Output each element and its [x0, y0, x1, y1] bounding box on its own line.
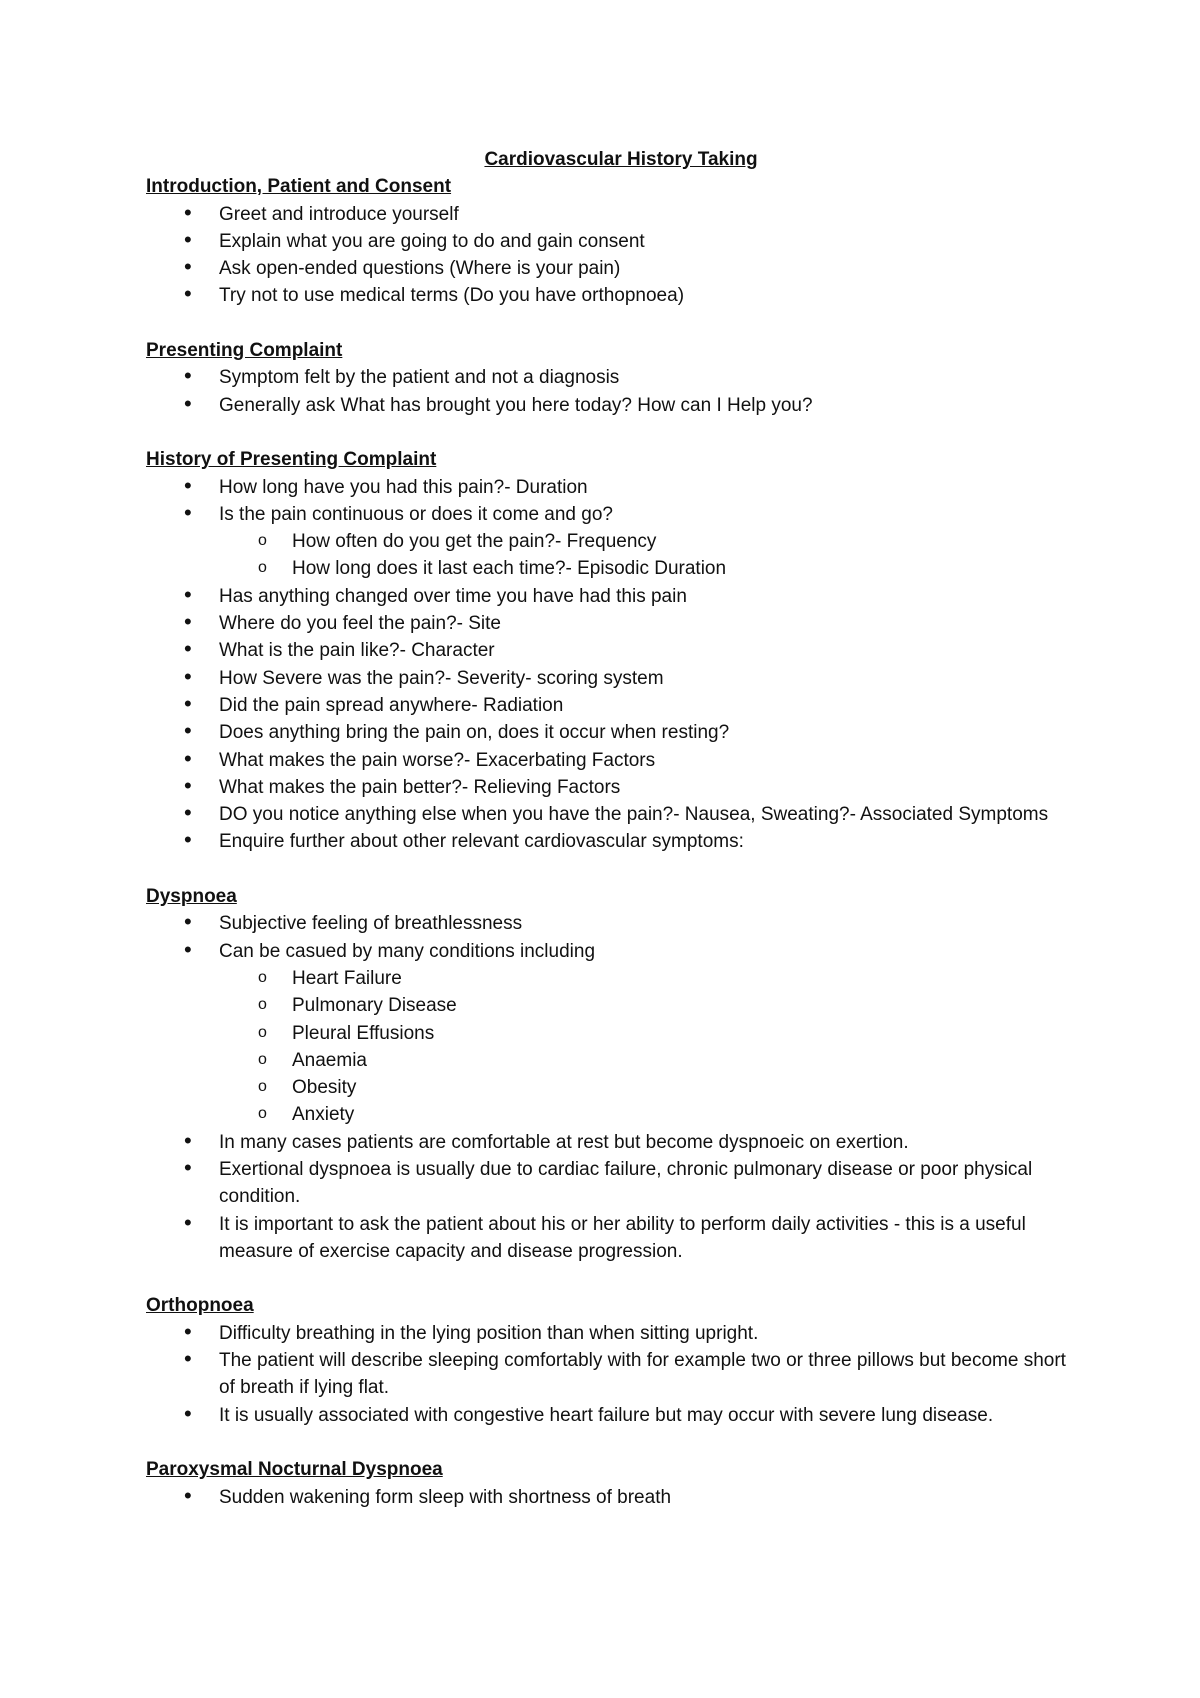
- bullet-item: • Did the pain spread anywhere- Radiation: [146, 692, 1066, 719]
- bullet-list: [146, 910, 1066, 1265]
- section: [146, 1456, 1066, 1511]
- bullet-list: [146, 474, 1066, 856]
- bullet-item: • What makes the pain worse?- Exacerbating Factors: [146, 747, 1066, 774]
- bullet-item: • It is usually associated with congestive heart failure but may occur with severe lung disease.: [146, 1402, 1066, 1429]
- bullet-item: • Exertional dyspnoea is usually due to cardiac failure, chronic pulmonary disease or poor physical condition.: [146, 1156, 1066, 1211]
- sub-bullet-item: o Anxiety: [146, 1101, 1066, 1128]
- sub-bullet-item: o Pulmonary Disease: [146, 992, 1066, 1019]
- section: [146, 1292, 1066, 1428]
- bullet-item: • Where do you feel the pain?- Site: [146, 610, 1066, 637]
- bullet-item: • Has anything changed over time you have had this pain: [146, 583, 1066, 610]
- bullet-item: • Can be casued by many conditions including: [146, 938, 1066, 965]
- bullet-item: • Is the pain continuous or does it come and go?: [146, 501, 1066, 528]
- bullet-item: • The patient will describe sleeping comfortably with for example two or three pillows but become short of breath if lying flat.: [146, 1347, 1066, 1402]
- bullet-item: • Greet and introduce yourself: [146, 201, 1066, 228]
- sub-bullet-item: o Anaemia: [146, 1047, 1066, 1074]
- bullet-item: • Subjective feeling of breathlessness: [146, 910, 1066, 937]
- section-heading: Introduction, Patient and Consent: [146, 176, 452, 198]
- section-heading: Presenting Complaint: [146, 340, 343, 362]
- bullet-item: • Symptom felt by the patient and not a diagnosis: [146, 364, 1066, 391]
- bullet-item: • What makes the pain better?- Relieving Factors: [146, 774, 1066, 801]
- bullet-item: • It is important to ask the patient about his or her ability to perform daily activities - this is a useful measure of exercise capacity and disease progression.: [146, 1211, 1066, 1266]
- bullet-item: • Try not to use medical terms (Do you have orthopnoea): [146, 282, 1066, 309]
- document-page: [146, 146, 1066, 1511]
- bullet-list: [146, 1484, 1066, 1511]
- sub-bullet-item: o Heart Failure: [146, 965, 1066, 992]
- bullet-item: • How long have you had this pain?- Duration: [146, 474, 1066, 501]
- bullet-list: [146, 1320, 1066, 1429]
- bullet-list: [146, 201, 1066, 310]
- bullet-item: • Sudden wakening form sleep with shortness of breath: [146, 1484, 1066, 1511]
- bullet-item: • Generally ask What has brought you here today? How can I Help you?: [146, 392, 1066, 419]
- section-heading: Orthopnoea: [146, 1295, 254, 1317]
- section-heading: Dyspnoea: [146, 886, 237, 908]
- bullet-item: • What is the pain like?- Character: [146, 637, 1066, 664]
- sub-bullet-item: o Obesity: [146, 1074, 1066, 1101]
- sub-bullet-item: o Pleural Effusions: [146, 1020, 1066, 1047]
- section-heading: History of Presenting Complaint: [146, 449, 437, 471]
- sub-bullet-item: o How often do you get the pain?- Frequency: [146, 528, 1066, 555]
- sub-bullet-item: o How long does it last each time?- Episodic Duration: [146, 555, 1066, 582]
- bullet-item: • DO you notice anything else when you have the pain?- Nausea, Sweating?- Associated Symptoms: [146, 801, 1066, 828]
- bullet-item: • How Severe was the pain?- Severity- scoring system: [146, 665, 1066, 692]
- bullet-item: • Difficulty breathing in the lying position than when sitting upright.: [146, 1320, 1066, 1347]
- document-body: [146, 173, 1066, 1511]
- section: [146, 173, 1066, 309]
- bullet-item: • Enquire further about other relevant cardiovascular symptoms:: [146, 828, 1066, 855]
- section-heading: Paroxysmal Nocturnal Dyspnoea: [146, 1459, 443, 1481]
- document-title: Cardiovascular History Taking: [484, 149, 758, 170]
- section: [146, 883, 1066, 1265]
- bullet-item: • In many cases patients are comfortable at rest but become dyspnoeic on exertion.: [146, 1129, 1066, 1156]
- section: [146, 446, 1066, 855]
- bullet-item: • Explain what you are going to do and gain consent: [146, 228, 1066, 255]
- bullet-list: [146, 364, 1066, 419]
- bullet-item: • Does anything bring the pain on, does it occur when resting?: [146, 719, 1066, 746]
- section: [146, 337, 1066, 419]
- bullet-item: • Ask open-ended questions (Where is your pain): [146, 255, 1066, 282]
